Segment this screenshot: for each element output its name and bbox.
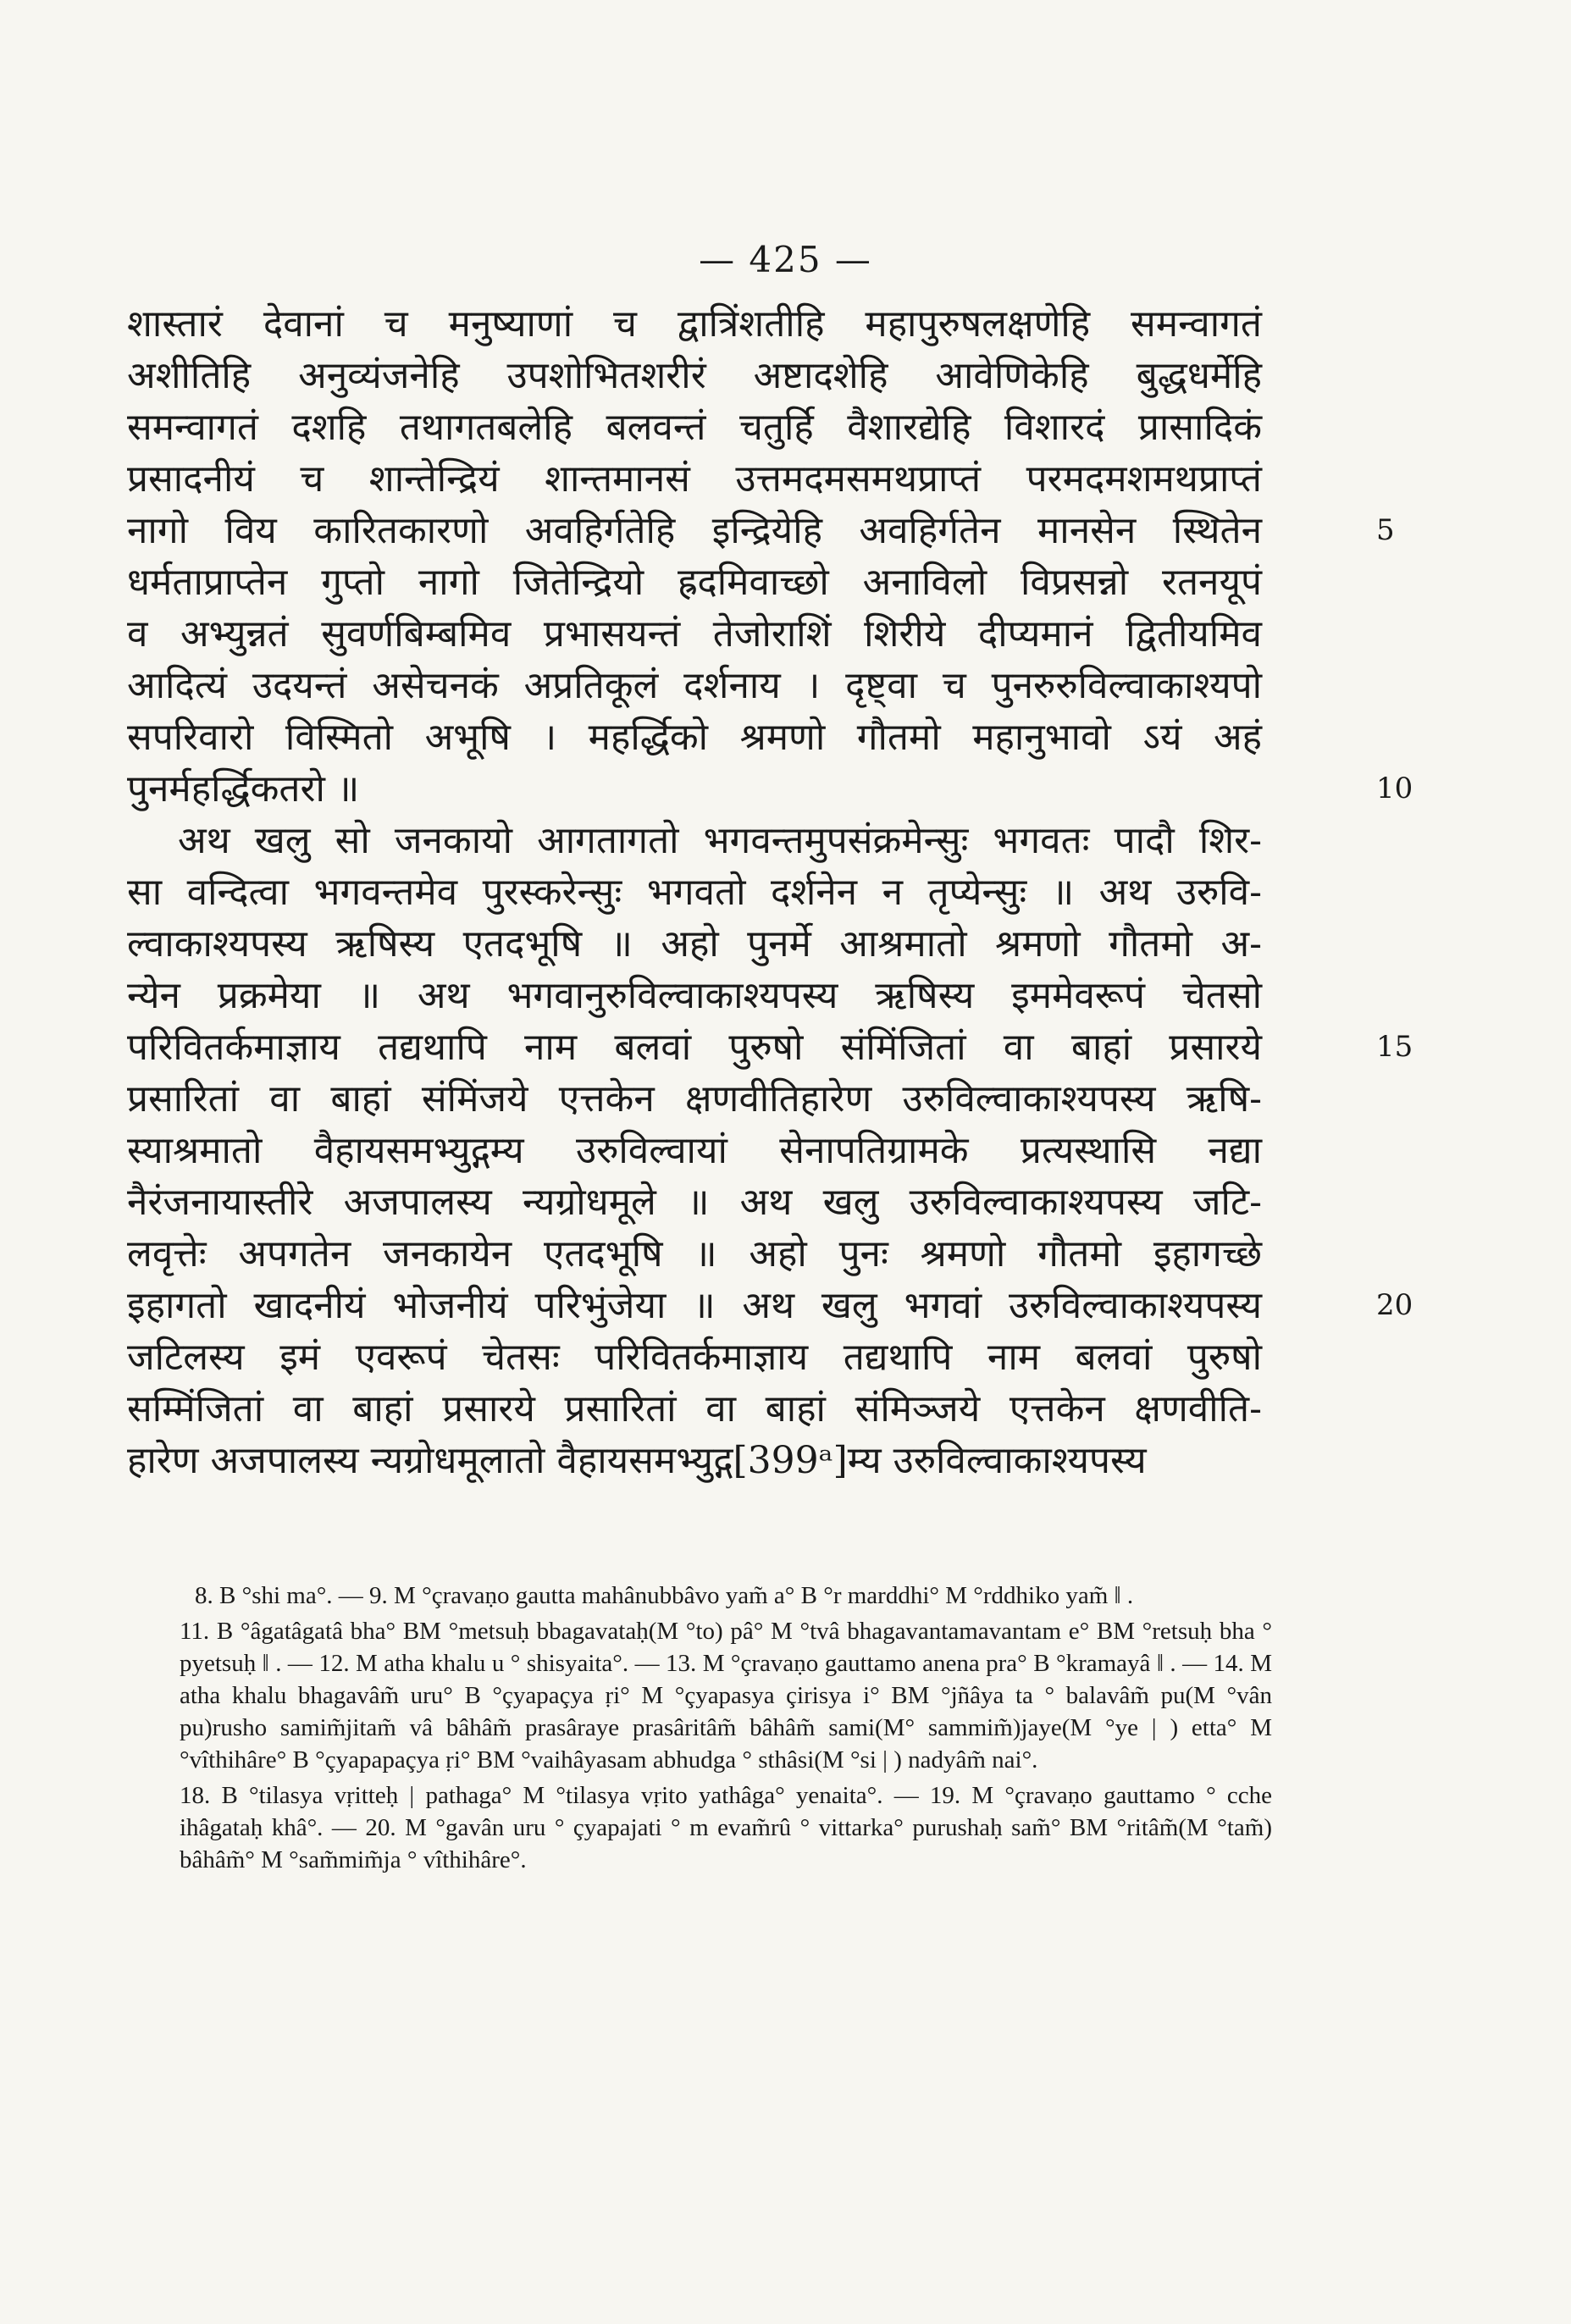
line-number: 5 (1376, 513, 1395, 547)
text-line-content: व अभ्युन्नतं सुवर्णबिम्बमिव प्रभासयन्तं तेजोराशिं शिरीये दीप्यमानं द्वितीयमिव (127, 612, 1262, 656)
footnote: 18. B °tilasya vṛitteḥ | pathaga° M °tilasya vṛito yathâga° yenaita°. — 19. M °çravaṇo gauttamo ° cche ihâgataḥ khâ°. — 20. M °gavân uru ° çyapajati ° m evam̃rû ° vittarka° purushaḥ sam̃° BM °ritâm̃(M °tam̃) bâhâm̃° M °sam̃mim̃ja ° vîthihâre°. (180, 1782, 1272, 1873)
text-line (127, 970, 1262, 1021)
text-line-content: समन्वागतं दशहि तथागतबलेहि बलवन्तं चतुर्हि वैशारद्येहि विशारदं प्रासादिकं (127, 406, 1262, 449)
text-line-content: प्रसारितां वा बाहां संमिंजये एत्तकेन क्षणवीतिहारेण उरुविल्वाकाश्यपस्य ऋषि- (127, 1077, 1262, 1120)
text-line (127, 1125, 1262, 1176)
text-line (127, 815, 1262, 866)
text-line-content: सम्मिंजितां वा बाहां प्रसारये प्रसारितां वा बाहां संमिञ्जये एत्तकेन क्षणवीति- (127, 1387, 1262, 1430)
text-line (127, 608, 1262, 660)
text-line (127, 660, 1262, 711)
text-line-content: नागो विय कारितकारणो अवहिर्गतेहि इन्द्रियेहि अवहिर्गतेन मानसेन स्थितेन (127, 509, 1262, 552)
text-line-content: सपरिवारो विस्मितो अभूषि । महर्द्धिको श्रमणो गौतमो महानुभावो ऽयं अहं (127, 716, 1262, 759)
text-line-content: जटिलस्य इमं एवरूपं चेतसः परिवितर्कमाज्ञाय तद्यथापि नाम बलवां पुरुषो (127, 1336, 1262, 1379)
text-line-content: परिवितर्कमाज्ञाय तद्यथापि नाम बलवां पुरुषो संमिंजितां वा बाहां प्रसारये (127, 1026, 1262, 1069)
text-line (127, 505, 1395, 556)
footnote: 11. B °âgatâgatâ bha° BM °metsuḥ bbagavataḥ(M °to) pâ° M °tvâ bhagavantamavantam e° BM °retsuḥ bha ° pyetsuḥ ‖ . — 12. M atha khalu u ° shisyaita°. — 13. M °çravaṇo gauttamo anena pra° B °kramayâ ‖ . — 14. M atha khalu bhagavâm̃ uru° B °çyapaçya ṛi° M °çyapasya çirisya i° BM °jñâya ta ° balavâm̃ pu(M °vân pu)rusho samim̃jitam̃ vâ bâhâm̃ prasâraye prasâritâm̃ bâhâm̃ sami(M° sammim̃)jaye(M °ye | ) etta° M °vîthihâre° B °çyapapaçya ṛi° BM °vaihâyasam abhudga ° sthâsi(M °si | ) nadyâm̃ nai°. (180, 1618, 1272, 1773)
text-line-content: लवृत्तेः अपगतेन जनकायेन एतदभूषि ॥ अहो पुनः श्रमणो गौतमो इहागच्छे (127, 1232, 1262, 1275)
text-line-content: प्रसादनीयं च शान्तेन्द्रियं शान्तमानसं उत्तमदमसमथप्राप्तं परमदमशमथप्राप्तं (127, 457, 1262, 501)
footnote: 8. B °shi ma°. — 9. M °çravaṇo gautta mahânubbâvo yam̃ a° B °r marddhi° M °rddhiko yam̃ ‖ . (195, 1582, 1134, 1609)
footnotes (180, 1580, 1272, 1879)
text-line-content: अथ खलु सो जनकायो आगतागतो भगवन्तमुपसंक्रमेन्सुः भगवतः पादौ शिर- (178, 819, 1262, 862)
text-line-content: न्येन प्रक्रमेया ॥ अथ भगवानुरुविल्वाकाश्यपस्य ऋषिस्य इममेवरूपं चेतसो (127, 974, 1262, 1017)
text-line (127, 350, 1262, 401)
text-line (127, 1280, 1413, 1331)
line-number: 15 (1376, 1030, 1413, 1064)
text-line-content: आदित्यं उदयन्तं असेचनकं अप्रतिकूलं दर्शनाय । दृष्ट्वा च पुनरुरुविल्वाकाश्यपो (127, 664, 1262, 707)
page-number: — 425 — (699, 239, 872, 280)
text-line-content: अशीतिहि अनुव्यंजनेहि उपशोभितशरीरं अष्टादशेहि आवेणिकेहि बुद्धधर्मेहि (127, 354, 1262, 397)
text-line-content: पुनर्महर्द्धिकतरो ॥ (127, 767, 360, 811)
text-line (127, 453, 1262, 505)
text-line (127, 298, 1262, 350)
text-line-content: ल्वाकाश्यपस्य ऋषिस्य एतदभूषि ॥ अहो पुनर्मे आश्रमातो श्रमणो गौतमो अ- (127, 922, 1262, 966)
text-line-content: हारेण अजपालस्य न्यग्रोधमूलातो वैहायसमभ्युद्ग[399ᵃ]म्य उरुविल्वाकाश्यपस्य (127, 1439, 1147, 1482)
text-line (127, 556, 1262, 608)
text-line (127, 1435, 1262, 1486)
line-number: 20 (1376, 1288, 1413, 1322)
text-line-content: इहागतो खादनीयं भोजनीयं परिभुंजेया ॥ अथ खलु भगवां उरुविल्वाकाश्यपस्य (127, 1284, 1262, 1327)
text-line (127, 918, 1262, 970)
text-line-content: नैरंजनायास्तीरे अजपालस्य न्यग्रोधमूले ॥ अथ खलु उरुविल्वाकाश्यपस्य जटि- (127, 1181, 1262, 1224)
text-line (127, 1176, 1262, 1228)
text-line (127, 763, 1413, 815)
text-line (127, 1073, 1262, 1125)
line-number: 10 (1376, 772, 1413, 805)
text-line (127, 1383, 1262, 1435)
text-line (127, 1021, 1413, 1073)
text-line (127, 1331, 1262, 1383)
text-line (127, 866, 1262, 918)
text-line (127, 401, 1262, 453)
text-line (127, 711, 1262, 763)
text-line-content: धर्मताप्राप्तेन गुप्तो नागो जितेन्द्रियो ह्रदमिवाच्छो अनाविलो विप्रसन्नो रतनयूपं (127, 561, 1262, 604)
main-text (127, 298, 1413, 1486)
text-line-content: शास्तारं देवानां च मनुष्याणां च द्वात्रिंशतीहि महापुरुषलक्षणेहि समन्वागतं (127, 302, 1262, 346)
text-line (127, 1228, 1262, 1280)
text-line-content: सा वन्दित्वा भगवन्तमेव पुरस्करेन्सुः भगवतो दर्शनेन न तृप्येन्सुः ॥ अथ उरुवि- (127, 871, 1262, 914)
text-line-content: स्याश्रमातो वैहायसमभ्युद्गम्य उरुविल्वायां सेनापतिग्रामके प्रत्यस्थासि नद्या (127, 1129, 1262, 1172)
